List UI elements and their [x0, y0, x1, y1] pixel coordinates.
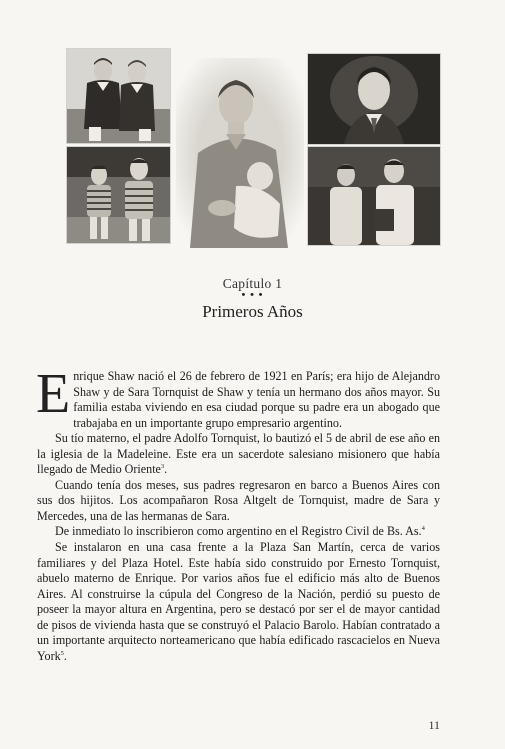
boys-standing-photo [67, 147, 170, 243]
mother-with-baby-photo [176, 58, 304, 248]
footnote-ref-4: 4 [421, 525, 425, 533]
paragraph-2 [37, 431, 440, 478]
boys-seated-photo [67, 49, 170, 143]
chapter-body [36, 363, 440, 664]
paragraph-4-text: De inmediato lo inscribieron como argentino en el Registro Civil de Bs. As. [55, 524, 422, 539]
chapter-label: Capítulo 1 [222, 276, 283, 291]
chapter-separator: • • • [241, 289, 264, 301]
paragraph-2-end: . [164, 462, 168, 477]
paragraph-5-end: . [63, 648, 67, 663]
paragraph-3 [37, 478, 440, 525]
paragraph-2-text: Su tío materno, el padre Adolfo Tornquist, lo bautizó el 5 de abril de ese año en la iglesia de la Madeleine. Este era un sacerdote salesiano misionero que había llegado de Medio Oriente [37, 431, 440, 477]
paragraph-5 [37, 540, 440, 664]
paragraph-4 [37, 524, 440, 540]
young-boy-portrait-photo [308, 54, 440, 144]
drop-cap: E [36, 363, 71, 425]
chapter-title: Primeros Años [202, 302, 303, 321]
two-young-men-photo [308, 147, 440, 245]
paragraph-1-text: nrique Shaw nació el 26 de febrero de 1921 en París; era hijo de Alejandro Shaw y de Sara Tornquist de Shaw y tenía un hermano dos años mayor. Su familia estaba viviendo en esa ciudad porque su padre era un abogado que trabajaba en un importante grupo empresario argentino. [73, 369, 440, 430]
footnote-ref-5: 5 [60, 649, 64, 657]
paragraph-3-text: Cuando tenía dos meses, sus padres regresaron en barco a Buenos Aires con sus dos hijitos. Los acompañaron Rosa Altgelt de Tornquist, madre de Sara y Mercedes, una de las hermanas de Sara. [37, 477, 440, 523]
paragraph-1 [36, 363, 440, 431]
footnote-ref-3: 3 [160, 463, 165, 471]
page-number: 11 [428, 718, 440, 732]
paragraph-5-text: Se instalaron en una casa frente a la Plaza San Martín, cerca de varios familiares y del Plaza Hotel. Este había sido construido por Ernesto Tornquist, abuelo materno de Enrique. Por varios años fue el edificio más alto de Buenos Aires. Al construirse la cúpula del Congreso de la Nación, perdió su puesto de poseer la mayor altura en Argentina, pero se destacó por ser el de mayor cantidad de pisos de vivienda hasta que se construyó el Palacio Barolo. Habían contratado a un importante arquitecto norteamericano que había edificado rascacielos en Nueva York [37, 540, 440, 663]
